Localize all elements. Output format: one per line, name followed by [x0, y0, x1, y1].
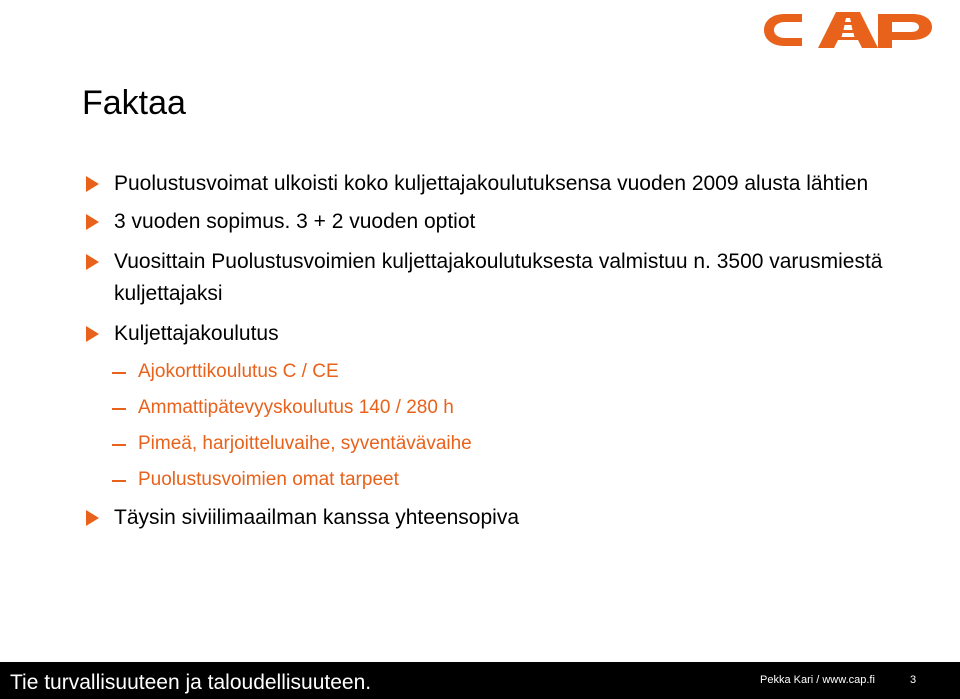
dash-bullet-icon: [112, 444, 126, 446]
sub-bullet-text: Puolustusvoimien omat tarpeet: [138, 469, 399, 490]
sub-bullet-item: [84, 430, 924, 458]
slide-title: Faktaa: [82, 84, 186, 122]
sub-bullet-text: Ammattipätevyyskoulutus 140 / 280 h: [138, 397, 454, 418]
triangle-bullet-icon: [86, 510, 99, 526]
slide-content: [84, 168, 924, 542]
triangle-bullet-icon: [86, 214, 99, 230]
triangle-bullet-icon: [86, 176, 99, 192]
bullet-text: Puolustusvoimat ulkoisti koko kuljettajakoulutuksensa vuoden 2009 alusta lähtien: [114, 172, 869, 195]
bullet-text: Täysin siviilimaailman kanssa yhteensopiva: [114, 506, 520, 529]
sub-bullet-text: Pimeä, harjoitteluvaihe, syventävävaihe: [138, 433, 472, 454]
triangle-bullet-icon: [86, 326, 99, 342]
footer-slogan: Tie turvallisuuteen ja taloudellisuuteen.: [10, 671, 372, 694]
dash-bullet-icon: [112, 372, 126, 374]
sub-bullet-text: Ajokorttikoulutus C / CE: [138, 361, 339, 382]
bullet-text: Kuljettajakoulutus: [114, 322, 279, 345]
sub-bullet-item: [84, 394, 924, 422]
footer-author: Pekka Kari / www.cap.fi: [760, 674, 875, 686]
bullet-item: [84, 502, 924, 534]
cap-logo: [762, 8, 934, 52]
bullet-item: [84, 206, 924, 238]
bullet-item: [84, 168, 924, 200]
sub-bullet-item: [84, 466, 924, 494]
bullet-item: [84, 318, 924, 350]
bullet-item: [84, 246, 924, 310]
footer-bar: [0, 662, 960, 699]
page-number: 3: [910, 674, 917, 686]
dash-bullet-icon: [112, 408, 126, 410]
bullet-text: 3 vuoden sopimus. 3 + 2 vuoden optiot: [114, 210, 476, 233]
logo-text: CAP: [762, 8, 765, 9]
dash-bullet-icon: [112, 480, 126, 482]
triangle-bullet-icon: [86, 254, 99, 270]
sub-bullet-item: [84, 358, 924, 386]
bullet-text: Vuosittain Puolustusvoimien kuljettajakoulutuksesta valmistuu n. 3500 varusmiestä kuljettajaksi: [114, 250, 883, 305]
